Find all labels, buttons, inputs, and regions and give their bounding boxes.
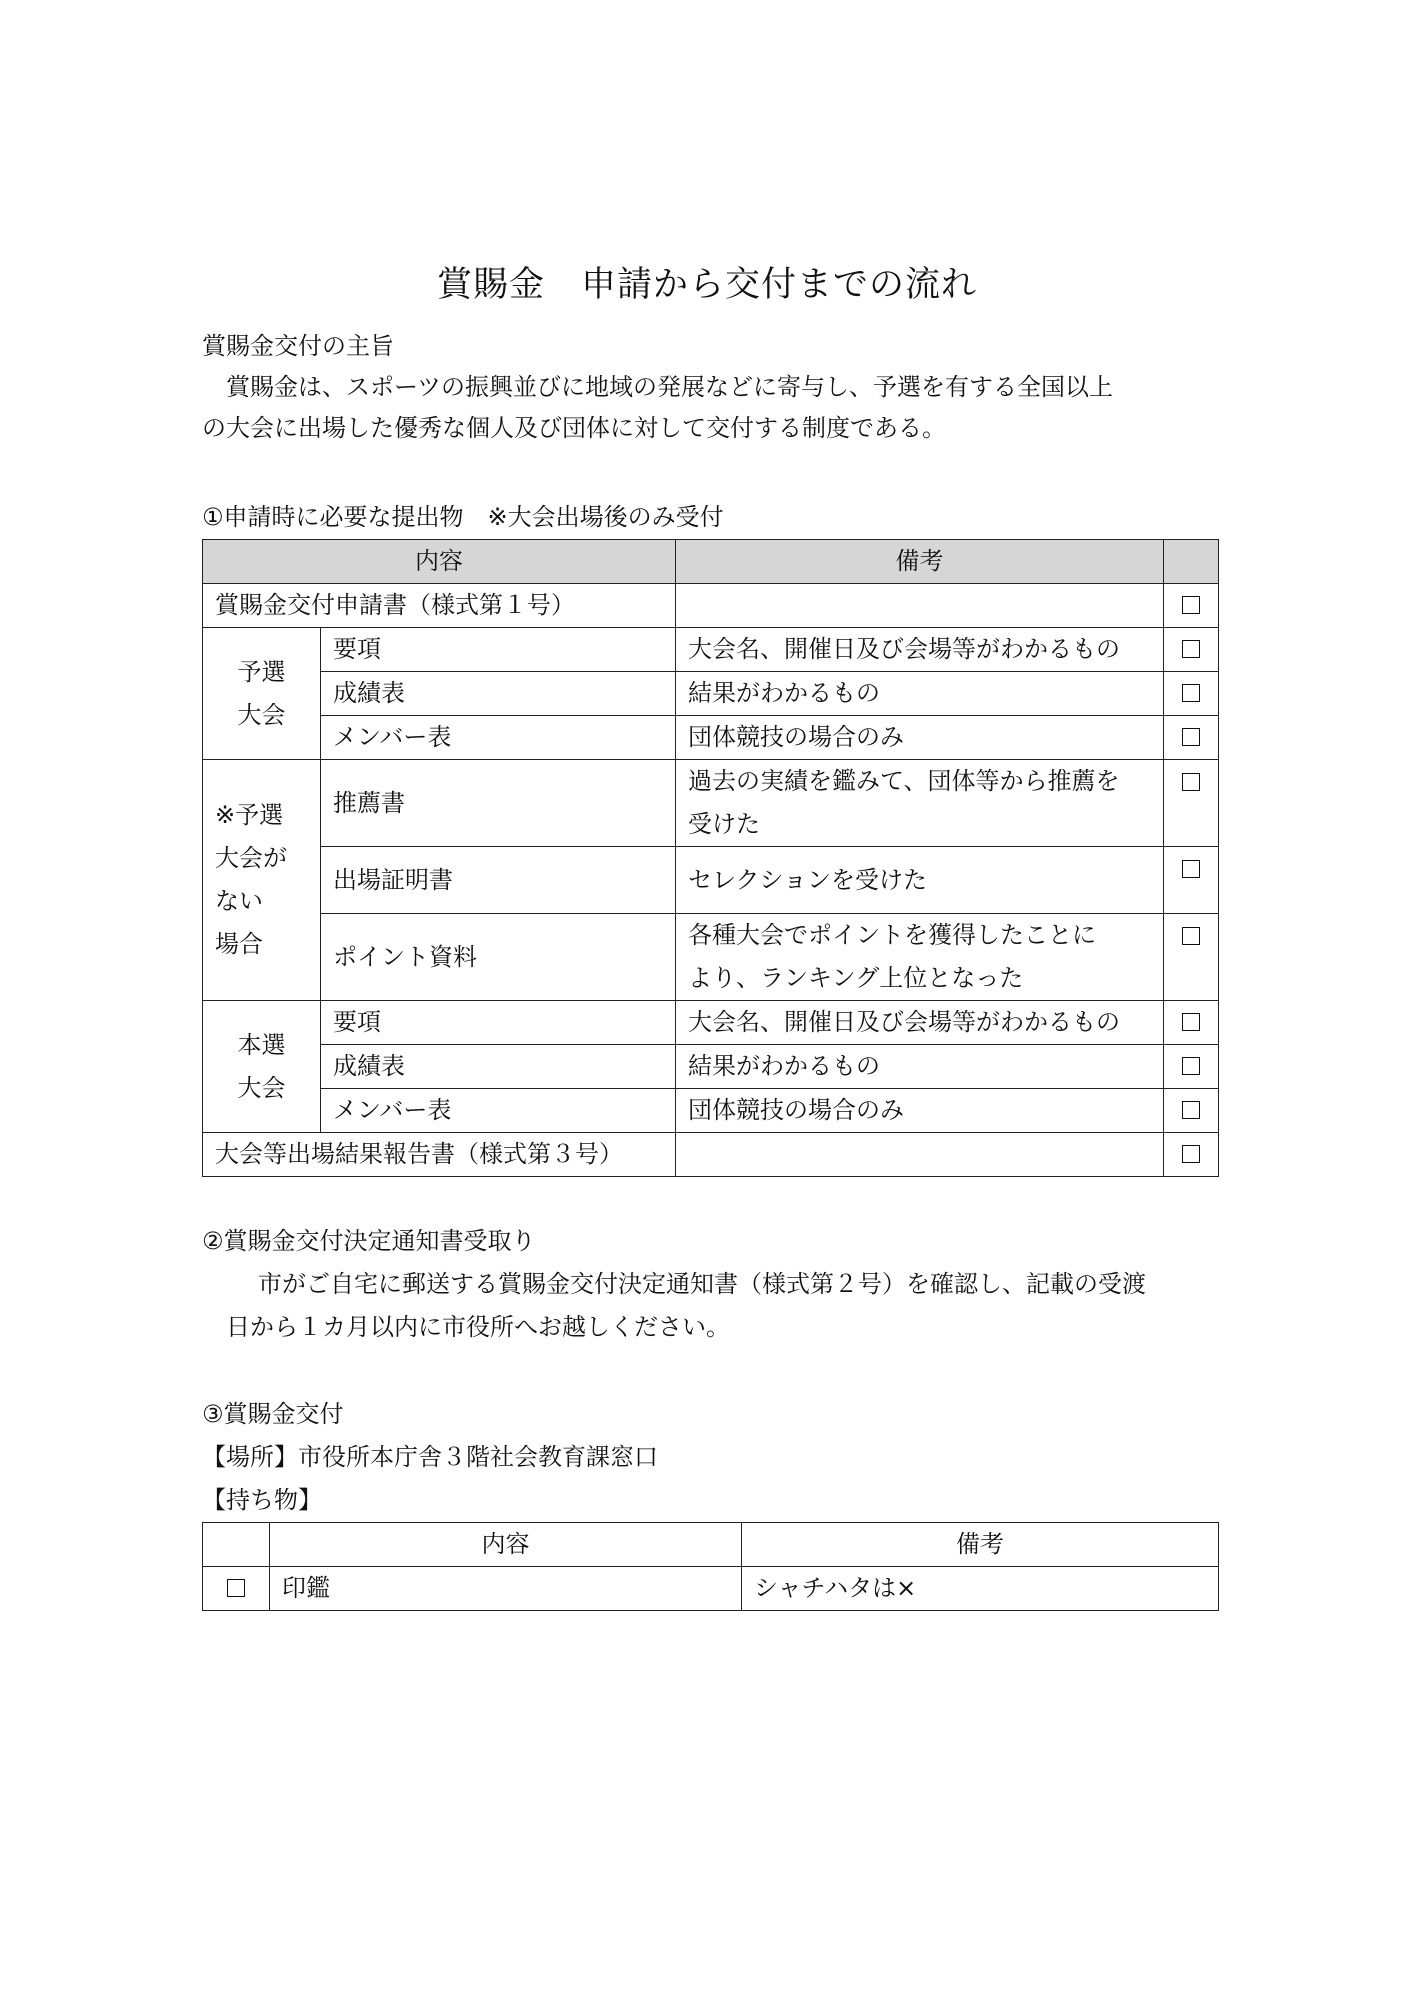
item-name: 要項 [321,628,676,672]
item-name: 成績表 [321,1045,676,1089]
row-application-name: 賞賜金交付申請書（様式第１号） [203,584,676,628]
header-remarks: 備考 [742,1523,1219,1567]
header-check [203,1523,270,1567]
item-remark: 団体競技の場合のみ [676,1089,1164,1133]
checkbox[interactable] [1164,1133,1219,1177]
checkbox[interactable] [1164,1045,1219,1089]
item-remark: 過去の実績を鑑みて、団体等から推薦を 受けた [676,760,1164,847]
header-check [1164,540,1219,584]
group-label-honsen: 本選 大会 [203,1001,321,1133]
checkbox[interactable] [1164,672,1219,716]
item-name: 要項 [321,1001,676,1045]
item-name: 推薦書 [321,760,676,847]
row-report-remark [676,1133,1164,1177]
item-remark: 団体競技の場合のみ [676,716,1164,760]
row-report-name: 大会等出場結果報告書（様式第３号） [203,1133,676,1177]
belongings-table [202,1522,1219,1611]
submission-table [202,539,1219,1177]
header-content: 内容 [270,1523,742,1567]
section3-heading: ③賞賜金交付 [202,1400,344,1428]
checkbox[interactable] [1164,1001,1219,1045]
item-remark: シャチハタは× [742,1567,1219,1611]
purpose-line-2: の大会に出場した優秀な個人及び団体に対して交付する制度である。 [202,414,946,442]
purpose-heading: 賞賜金交付の主旨 [202,332,394,360]
item-remark: 大会名、開催日及び会場等がわかるもの [676,628,1164,672]
group-label-no-yosen: ※予選 大会が ない 場合 [203,760,321,1001]
section2-line-2: 日から１カ月以内に市役所へお越しください。 [226,1313,730,1341]
item-remark: 結果がわかるもの [676,672,1164,716]
item-remark: 大会名、開催日及び会場等がわかるもの [676,1001,1164,1045]
section1-heading: ①申請時に必要な提出物 ※大会出場後のみ受付 [202,503,724,531]
checkbox[interactable] [1164,1089,1219,1133]
header-remarks: 備考 [676,540,1164,584]
group-label-yosen: 予選 大会 [203,628,321,760]
item-name: メンバー表 [321,716,676,760]
purpose-line-1: 賞賜金は、スポーツの振興並びに地域の発展などに寄与し、予選を有する全国以上 [226,373,1114,401]
item-name: ポイント資料 [321,914,676,1001]
checkbox[interactable] [1164,914,1219,1001]
checkbox[interactable] [1164,847,1219,914]
item-remark: 結果がわかるもの [676,1045,1164,1089]
item-remark: 各種大会でポイントを獲得したことに より、ランキング上位となった [676,914,1164,1001]
belongings-heading: 【持ち物】 [202,1486,322,1514]
item-name: 印鑑 [270,1567,742,1611]
checkbox[interactable] [1164,628,1219,672]
header-content: 内容 [203,540,676,584]
item-name: 出場証明書 [321,847,676,914]
checkbox[interactable] [203,1567,270,1611]
row-application-remark [676,584,1164,628]
place-text: 【場所】市役所本庁舎３階社会教育課窓口 [202,1443,658,1471]
checkbox[interactable] [1164,760,1219,847]
section2-line-1: 市がご自宅に郵送する賞賜金交付決定通知書（様式第２号）を確認し、記載の受渡 [258,1270,1146,1298]
item-name: 成績表 [321,672,676,716]
item-name: メンバー表 [321,1089,676,1133]
checkbox[interactable] [1164,716,1219,760]
item-remark: セレクションを受けた [676,847,1164,914]
checkbox[interactable] [1164,584,1219,628]
page-title: 賞賜金 申請から交付までの流れ [436,265,977,305]
section2-heading: ②賞賜金交付決定通知書受取り [202,1227,536,1255]
